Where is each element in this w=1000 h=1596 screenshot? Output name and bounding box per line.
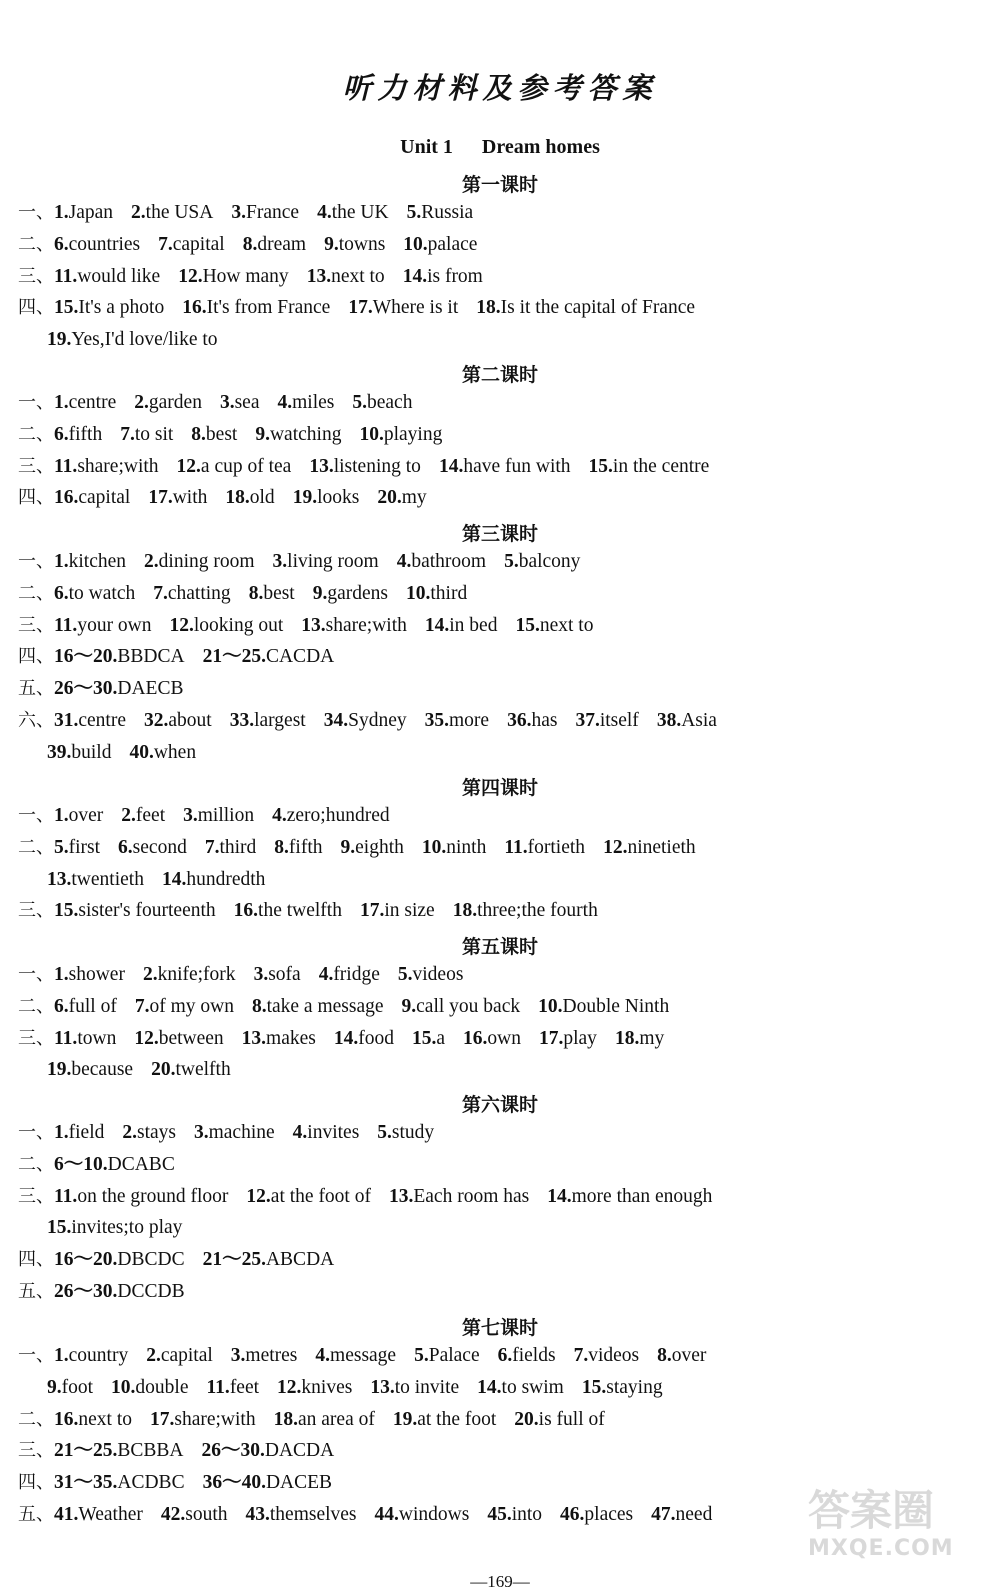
answer-item: 14.is from bbox=[402, 265, 483, 287]
answer-item: 3.machine bbox=[193, 1122, 275, 1143]
answer-item: 10.Double Ninth bbox=[538, 995, 670, 1017]
answer-row bbox=[18, 230, 495, 260]
watermark-logo-text: 答案圈 bbox=[808, 1486, 935, 1535]
answer-row bbox=[47, 325, 236, 355]
section-number: 四、 bbox=[18, 297, 54, 319]
answer-item: 11.share;with bbox=[54, 455, 159, 477]
answer-item: 2.capital bbox=[146, 1345, 213, 1366]
section-number: 四、 bbox=[18, 1472, 54, 1494]
answer-item: 12.between bbox=[134, 1027, 224, 1049]
section-number: 二、 bbox=[18, 1408, 54, 1430]
answer-item: 3.living room bbox=[272, 551, 379, 572]
answer-item: 33.largest bbox=[229, 710, 306, 731]
answer-item: 19.looks bbox=[292, 487, 360, 509]
answer-item: 10.third bbox=[406, 582, 468, 604]
answer-item: 10.double bbox=[111, 1376, 189, 1398]
answer-item: 15.next to bbox=[515, 614, 594, 636]
section-number: 二、 bbox=[18, 836, 54, 858]
answer-item: 1.shower bbox=[54, 964, 125, 985]
answer-item: 38.Asia bbox=[656, 710, 717, 731]
answer-item: 8.best bbox=[248, 582, 295, 604]
answer-item: 1.over bbox=[54, 805, 104, 826]
section-number: 五、 bbox=[18, 1504, 54, 1525]
answer-item: 16～20.DBCDC bbox=[54, 1249, 185, 1271]
section-number: 六、 bbox=[18, 710, 54, 731]
answer-item: 17.in size bbox=[359, 900, 435, 922]
section-number: 三、 bbox=[18, 265, 54, 287]
section-number: 一、 bbox=[18, 551, 54, 572]
answer-item: 15.a bbox=[411, 1027, 446, 1049]
answer-row bbox=[18, 801, 408, 831]
answer-item: 21～25.BCBBA bbox=[54, 1440, 184, 1462]
answer-item: 31.centre bbox=[54, 710, 127, 731]
section-number: 一、 bbox=[18, 202, 54, 223]
answer-item: 32.about bbox=[144, 710, 212, 731]
answer-row bbox=[18, 1341, 724, 1371]
answer-item: 1.field bbox=[54, 1122, 105, 1143]
section-number: 二、 bbox=[18, 423, 54, 445]
section-number: 五、 bbox=[18, 678, 54, 700]
answer-item: 6.fields bbox=[497, 1345, 556, 1366]
answer-item: 11.feet bbox=[206, 1376, 260, 1398]
answer-item: 40.when bbox=[129, 741, 197, 763]
answer-item: 16～20.BBDCA bbox=[54, 646, 185, 668]
lesson-title: 第五课时 bbox=[461, 936, 538, 958]
answer-row bbox=[18, 992, 687, 1022]
answer-row bbox=[18, 483, 445, 513]
answer-row bbox=[18, 1118, 452, 1148]
answer-item: 5.videos bbox=[397, 964, 464, 985]
answer-row bbox=[18, 1024, 682, 1054]
answer-item: 9.eighth bbox=[340, 836, 404, 858]
answer-item: 9.watching bbox=[255, 423, 342, 445]
answer-item: 5.study bbox=[377, 1122, 435, 1143]
answer-item: 12.ninetieth bbox=[603, 836, 696, 858]
section-number: 一、 bbox=[18, 392, 54, 413]
answer-item: 4.message bbox=[315, 1345, 397, 1366]
answer-item: 3.France bbox=[231, 202, 300, 223]
answer-item: 3.sea bbox=[219, 392, 260, 413]
answer-row bbox=[47, 1213, 200, 1243]
answer-row bbox=[18, 452, 727, 482]
answer-item: 7.of my own bbox=[134, 995, 234, 1017]
answer-item: 18.an area of bbox=[273, 1408, 375, 1430]
answer-item: 5.balcony bbox=[504, 551, 581, 572]
answer-row bbox=[18, 579, 485, 609]
answer-item: 14.food bbox=[333, 1027, 394, 1049]
section-number: 三、 bbox=[18, 1440, 54, 1462]
answer-item: 12.at the foot of bbox=[246, 1185, 371, 1207]
answer-item: 36.has bbox=[507, 710, 558, 731]
answer-item: 6.to watch bbox=[54, 582, 136, 604]
answer-item: 39.build bbox=[47, 741, 112, 763]
watermark bbox=[808, 1486, 988, 1576]
answer-row bbox=[18, 388, 430, 418]
answer-item: 20.my bbox=[377, 487, 427, 509]
answer-item: 8.over bbox=[657, 1345, 707, 1366]
lesson-title: 第三课时 bbox=[461, 523, 538, 545]
answer-item: 6～10.DCABC bbox=[54, 1153, 175, 1175]
answer-item: 16.capital bbox=[54, 487, 131, 509]
answer-item: 13.Each room has bbox=[388, 1185, 530, 1207]
answer-item: 47.need bbox=[651, 1504, 713, 1525]
answer-item: 2.stays bbox=[122, 1122, 176, 1143]
answer-row bbox=[18, 1245, 352, 1275]
section-number: 三、 bbox=[18, 614, 54, 636]
answer-item: 21～25.ABCDA bbox=[202, 1249, 335, 1271]
answer-item: 3.metres bbox=[230, 1345, 298, 1366]
answer-item: 5.Palace bbox=[414, 1345, 480, 1366]
answer-item: 7.third bbox=[204, 836, 257, 858]
answer-item: 15.It's a photo bbox=[54, 297, 165, 319]
section-number: 二、 bbox=[18, 1153, 54, 1175]
answer-item: 26～30.DACDA bbox=[201, 1440, 335, 1462]
answer-row bbox=[18, 1405, 623, 1435]
answer-row bbox=[18, 420, 460, 450]
answer-item: 14.to swim bbox=[477, 1376, 564, 1398]
answer-item: 34.Sydney bbox=[323, 710, 407, 731]
lesson-title: 第二课时 bbox=[461, 364, 538, 386]
answer-item: 18.my bbox=[614, 1027, 665, 1049]
answer-item: 8.dream bbox=[242, 233, 307, 255]
section-number: 三、 bbox=[18, 1027, 54, 1049]
answer-item: 37.itself bbox=[575, 710, 639, 731]
answer-item: 9.foot bbox=[47, 1376, 94, 1398]
answer-row bbox=[47, 865, 283, 895]
answer-item: 35.more bbox=[424, 710, 490, 731]
answer-item: 7.to sit bbox=[120, 423, 174, 445]
answer-item: 13.next to bbox=[306, 265, 385, 287]
answer-item: 9.gardens bbox=[312, 582, 389, 604]
answer-row bbox=[18, 1468, 350, 1498]
answer-row bbox=[18, 547, 598, 577]
section-number: 四、 bbox=[18, 487, 54, 509]
answer-item: 3.sofa bbox=[253, 964, 301, 985]
answer-item: 18.Is it the capital of France bbox=[476, 297, 696, 319]
answer-item: 31～35.ACDBC bbox=[54, 1472, 185, 1494]
answer-row bbox=[47, 738, 214, 768]
answer-item: 5.beach bbox=[352, 392, 413, 413]
answer-item: 6.full of bbox=[54, 995, 117, 1017]
answer-item: 20.is full of bbox=[514, 1408, 605, 1430]
answer-item: 8.take a message bbox=[251, 995, 384, 1017]
section-number: 一、 bbox=[18, 1122, 54, 1143]
page-number: —169— bbox=[470, 1572, 530, 1591]
answer-item: 12.knives bbox=[277, 1376, 353, 1398]
answer-item: 9.call you back bbox=[401, 995, 521, 1017]
section-number: 三、 bbox=[18, 900, 54, 922]
answer-item: 9.towns bbox=[324, 233, 386, 255]
answer-item: 4.the UK bbox=[317, 202, 389, 223]
answer-item: 26～30.DCCDB bbox=[54, 1281, 185, 1302]
section-number: 五、 bbox=[18, 1281, 54, 1302]
answer-item: 2.feet bbox=[121, 805, 166, 826]
answer-item: 15.sister's fourteenth bbox=[54, 900, 216, 922]
answer-item: 7.videos bbox=[573, 1345, 640, 1366]
unit-name: Dream homes bbox=[481, 136, 600, 158]
answer-item: 18.three;the fourth bbox=[452, 900, 598, 922]
answer-item: 14.have fun with bbox=[438, 455, 571, 477]
answer-item: 13.listening to bbox=[309, 455, 421, 477]
section-number: 二、 bbox=[18, 233, 54, 255]
answer-item: 16.own bbox=[463, 1027, 521, 1049]
answer-item: 4.bathroom bbox=[396, 551, 487, 572]
answer-row bbox=[18, 960, 481, 990]
answer-item: 12.How many bbox=[178, 265, 289, 287]
watermark-url: MXQE.COM bbox=[808, 1536, 954, 1561]
answer-item: 21～25.CACDA bbox=[202, 646, 335, 668]
unit-label: Unit 1 bbox=[400, 136, 453, 158]
answer-item: 10.ninth bbox=[421, 836, 487, 858]
answer-item: 41.Weather bbox=[54, 1504, 143, 1525]
answer-row bbox=[18, 674, 201, 704]
answer-item: 13.twentieth bbox=[47, 868, 144, 890]
answer-row bbox=[18, 1150, 193, 1180]
answer-item: 42.south bbox=[160, 1504, 228, 1525]
answer-row bbox=[18, 706, 735, 736]
lesson-title: 第六课时 bbox=[461, 1094, 538, 1116]
answer-row bbox=[18, 293, 713, 323]
answer-item: 11.your own bbox=[54, 614, 152, 636]
answer-item: 12.looking out bbox=[169, 614, 284, 636]
answer-item: 2.garden bbox=[134, 392, 202, 413]
answer-item: 19.Yes,I'd love/like to bbox=[47, 329, 218, 351]
lesson-title: 第一课时 bbox=[461, 174, 538, 196]
answer-item: 1.Japan bbox=[54, 202, 114, 223]
answer-row bbox=[18, 1436, 352, 1466]
section-number: 四、 bbox=[18, 1249, 54, 1271]
answer-item: 5.Russia bbox=[406, 202, 474, 223]
answer-item: 15.staying bbox=[581, 1376, 663, 1398]
answer-item: 14.more than enough bbox=[547, 1185, 713, 1207]
answer-item: 12.a cup of tea bbox=[176, 455, 292, 477]
answer-row bbox=[18, 833, 714, 863]
answer-item: 7.chatting bbox=[153, 582, 231, 604]
section-number: 二、 bbox=[18, 995, 54, 1017]
answer-item: 19.because bbox=[47, 1059, 134, 1081]
answer-item: 4.zero;hundred bbox=[272, 805, 390, 826]
answer-item: 15.invites;to play bbox=[47, 1217, 183, 1239]
lesson-title: 第四课时 bbox=[461, 777, 538, 799]
answer-item: 44.windows bbox=[374, 1504, 470, 1525]
answer-item: 8.fifth bbox=[274, 836, 323, 858]
answer-item: 11.town bbox=[54, 1027, 117, 1049]
answer-row bbox=[18, 896, 616, 926]
answer-item: 16.the twelfth bbox=[233, 900, 342, 922]
section-number: 二、 bbox=[18, 582, 54, 604]
answer-item: 10.playing bbox=[359, 423, 443, 445]
answer-item: 17.play bbox=[538, 1027, 597, 1049]
answer-row bbox=[18, 1182, 730, 1212]
answer-item: 10.palace bbox=[403, 233, 478, 255]
section-number: 一、 bbox=[18, 805, 54, 826]
answer-item: 11.on the ground floor bbox=[54, 1185, 229, 1207]
answer-item: 11.fortieth bbox=[504, 836, 586, 858]
section-number: 三、 bbox=[18, 455, 54, 477]
section-number: 三、 bbox=[18, 1185, 54, 1207]
section-number: 一、 bbox=[18, 964, 54, 985]
page-title: 听力材料及参考答案 bbox=[342, 71, 658, 105]
answer-item: 14.in bed bbox=[424, 614, 498, 636]
answer-item: 17.share;with bbox=[150, 1408, 256, 1430]
answer-item: 2.knife;fork bbox=[142, 964, 236, 985]
answer-item: 3.million bbox=[183, 805, 255, 826]
answer-item: 17.Where is it bbox=[348, 297, 459, 319]
section-number: 四、 bbox=[18, 646, 54, 668]
answer-item: 1.country bbox=[54, 1345, 129, 1366]
answer-item: 13.share;with bbox=[301, 614, 407, 636]
answer-row bbox=[18, 1500, 730, 1530]
answer-item: 45.into bbox=[487, 1504, 543, 1525]
answer-item: 13.makes bbox=[241, 1027, 316, 1049]
answer-item: 1.kitchen bbox=[54, 551, 127, 572]
answer-row bbox=[18, 198, 491, 228]
answer-item: 15.in the centre bbox=[588, 455, 710, 477]
answer-item: 16.next to bbox=[54, 1408, 132, 1430]
answer-item: 4.fridge bbox=[318, 964, 380, 985]
section-number: 一、 bbox=[18, 1345, 54, 1366]
answer-row bbox=[18, 611, 611, 641]
answer-row bbox=[18, 1277, 203, 1307]
answer-item: 19.at the foot bbox=[392, 1408, 497, 1430]
answer-item: 20.twelfth bbox=[151, 1059, 231, 1081]
answer-row bbox=[47, 1373, 681, 1403]
unit-title bbox=[0, 136, 1000, 159]
answer-item: 16.It's from France bbox=[182, 297, 331, 319]
answer-item: 7.capital bbox=[158, 233, 225, 255]
answer-row bbox=[47, 1055, 249, 1085]
answer-item: 13.to invite bbox=[370, 1376, 460, 1398]
answer-item: 1.centre bbox=[54, 392, 117, 413]
answer-item: 4.invites bbox=[292, 1122, 360, 1143]
answer-item: 8.best bbox=[191, 423, 238, 445]
answer-item: 6.countries bbox=[54, 233, 141, 255]
answer-row bbox=[18, 262, 501, 292]
answer-item: 5.first bbox=[54, 836, 101, 858]
answer-item: 14.hundredth bbox=[161, 868, 266, 890]
answer-item: 2.the USA bbox=[131, 202, 214, 223]
answer-item: 6.second bbox=[118, 836, 187, 858]
answer-item: 46.places bbox=[560, 1504, 634, 1525]
answer-item: 43.themselves bbox=[245, 1504, 357, 1525]
answer-item: 26～30.DAECB bbox=[54, 678, 184, 700]
answer-item: 6.fifth bbox=[54, 423, 103, 445]
answer-item: 36～40.DACEB bbox=[202, 1472, 333, 1494]
answer-item: 17.with bbox=[148, 487, 208, 509]
answer-item: 11.would like bbox=[54, 265, 161, 287]
lesson-title: 第七课时 bbox=[461, 1317, 538, 1339]
answer-item: 18.old bbox=[225, 487, 275, 509]
answer-item: 2.dining room bbox=[144, 551, 255, 572]
answer-row bbox=[18, 642, 352, 672]
answer-item: 4.miles bbox=[277, 392, 335, 413]
